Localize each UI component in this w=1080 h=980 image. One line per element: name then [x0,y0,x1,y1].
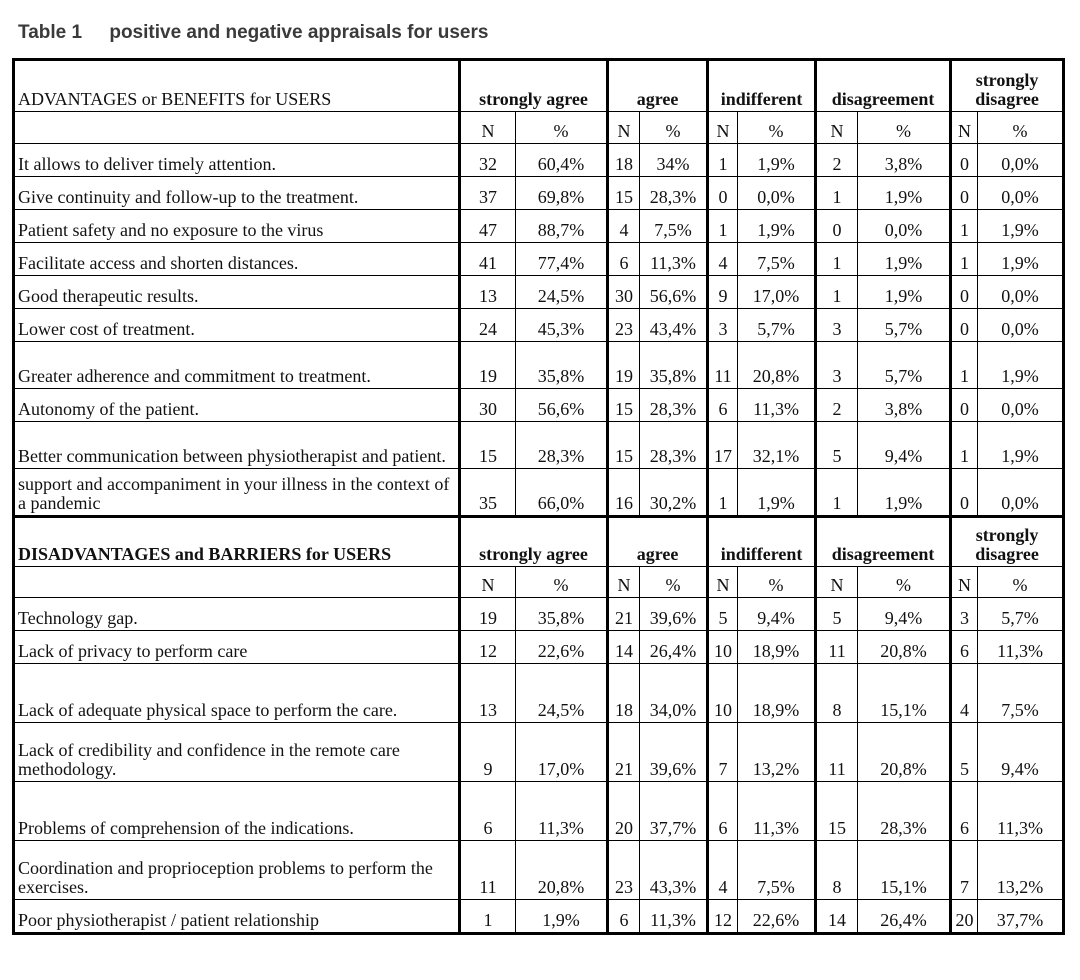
count-cell: 4 [608,210,640,243]
count-cell: 20 [608,782,640,841]
count-cell: 5 [708,598,738,631]
count-cell: 6 [608,900,640,934]
count-cell: 17 [708,422,738,469]
count-cell: 7 [951,841,978,900]
percent-cell: 39,6% [640,723,708,782]
percent-cell: 28,3% [640,422,708,469]
percent-cell: 34,0% [640,664,708,723]
count-cell: 7 [708,723,738,782]
row-label: Give continuity and follow-up to the treatment. [14,177,460,210]
table-row [14,469,1064,517]
percent-cell: 11,3% [978,631,1064,664]
percent-header: % [738,567,816,598]
count-cell: 6 [608,243,640,276]
row-label: Better communication between physiotherapist and patient. [14,422,460,469]
blank-cell [14,112,460,144]
percent-cell: 1,9% [978,210,1064,243]
table-row [14,210,1064,243]
percent-cell: 32,1% [738,422,816,469]
percent-cell: 56,6% [640,276,708,309]
count-cell: 3 [951,598,978,631]
percent-cell: 1,9% [978,422,1064,469]
percent-cell: 17,0% [738,276,816,309]
percent-cell: 88,7% [516,210,608,243]
count-cell: 13 [460,276,516,309]
percent-cell: 0,0% [978,469,1064,517]
percent-header: % [978,567,1064,598]
count-header: N [708,567,738,598]
percent-cell: 28,3% [516,422,608,469]
percent-cell: 9,4% [858,598,951,631]
percent-cell: 13,2% [978,841,1064,900]
table-row [14,177,1064,210]
percent-header: % [858,567,951,598]
row-label: Autonomy of the patient. [14,389,460,422]
column-group-header: agree [608,60,708,112]
count-cell: 1 [816,276,858,309]
count-cell: 19 [608,342,640,389]
percent-cell: 13,2% [738,723,816,782]
table-row [14,342,1064,389]
percent-cell: 20,8% [858,723,951,782]
count-cell: 18 [608,664,640,723]
count-cell: 0 [951,469,978,517]
row-label: It allows to deliver timely attention. [14,144,460,177]
percent-cell: 0,0% [978,389,1064,422]
percent-cell: 11,3% [640,900,708,934]
count-cell: 0 [951,276,978,309]
count-cell: 1 [708,210,738,243]
count-cell: 15 [608,177,640,210]
percent-header: % [516,567,608,598]
percent-cell: 0,0% [858,210,951,243]
count-cell: 1 [708,469,738,517]
blank-cell [14,567,460,598]
disadvantages-title: DISADVANTAGES and BARRIERS for USERS [14,517,460,567]
count-cell: 4 [708,243,738,276]
percent-cell: 9,4% [858,422,951,469]
count-cell: 1 [951,210,978,243]
row-label: Lack of privacy to perform care [14,631,460,664]
table-number: Table 1 [18,22,83,43]
column-group-header: strongly disagree [951,60,1064,112]
percent-cell: 7,5% [978,664,1064,723]
count-cell: 24 [460,309,516,342]
count-header: N [816,567,858,598]
percent-cell: 20,8% [516,841,608,900]
percent-cell: 5,7% [858,342,951,389]
count-cell: 0 [951,177,978,210]
count-cell: 1 [816,243,858,276]
percent-cell: 11,3% [738,389,816,422]
percent-header: % [640,112,708,144]
count-cell: 16 [608,469,640,517]
row-label: Coordination and proprioception problems to perform the exercises. [14,841,460,900]
table-title: positive and negative appraisals for users [109,22,489,43]
column-group-header: strongly agree [460,517,608,567]
count-cell: 10 [708,664,738,723]
count-cell: 15 [816,782,858,841]
percent-cell: 1,9% [858,243,951,276]
column-group-header: strongly agree [460,60,608,112]
table-body [14,60,1064,934]
percent-header: % [858,112,951,144]
percent-cell: 77,4% [516,243,608,276]
percent-cell: 9,4% [978,723,1064,782]
count-cell: 6 [708,389,738,422]
percent-cell: 11,3% [516,782,608,841]
count-cell: 19 [460,342,516,389]
count-cell: 5 [816,422,858,469]
count-cell: 23 [608,309,640,342]
count-cell: 13 [460,664,516,723]
percent-cell: 11,3% [738,782,816,841]
percent-cell: 69,8% [516,177,608,210]
row-label: Greater adherence and commitment to treatment. [14,342,460,389]
percent-cell: 66,0% [516,469,608,517]
count-cell: 6 [708,782,738,841]
percent-cell: 35,8% [516,342,608,389]
row-label: Lack of adequate physical space to perform the care. [14,664,460,723]
percent-cell: 15,1% [858,841,951,900]
percent-cell: 0,0% [978,309,1064,342]
percent-cell: 26,4% [640,631,708,664]
percent-cell: 3,8% [858,144,951,177]
count-cell: 20 [951,900,978,934]
count-cell: 3 [816,342,858,389]
table-row [14,900,1064,934]
percent-cell: 0,0% [738,177,816,210]
count-cell: 8 [816,841,858,900]
count-cell: 23 [608,841,640,900]
count-cell: 4 [708,841,738,900]
count-cell: 0 [951,309,978,342]
row-label: Technology gap. [14,598,460,631]
count-cell: 14 [608,631,640,664]
count-cell: 12 [708,900,738,934]
percent-cell: 5,7% [738,309,816,342]
count-cell: 47 [460,210,516,243]
table-row [14,309,1064,342]
table-row [14,723,1064,782]
percent-cell: 1,9% [516,900,608,934]
percent-cell: 3,8% [858,389,951,422]
count-cell: 6 [951,631,978,664]
row-label: Good therapeutic results. [14,276,460,309]
count-cell: 21 [608,598,640,631]
percent-cell: 11,3% [978,782,1064,841]
count-cell: 15 [608,422,640,469]
percent-cell: 60,4% [516,144,608,177]
table-row [14,144,1064,177]
count-cell: 8 [816,664,858,723]
disadvantages-subheader-row [14,567,1064,598]
count-header: N [951,567,978,598]
row-label: Lower cost of treatment. [14,309,460,342]
count-cell: 6 [951,782,978,841]
count-cell: 1 [460,900,516,934]
percent-cell: 15,1% [858,664,951,723]
percent-cell: 1,9% [978,243,1064,276]
count-cell: 9 [708,276,738,309]
count-header: N [460,112,516,144]
count-cell: 11 [816,723,858,782]
count-cell: 35 [460,469,516,517]
percent-header: % [978,112,1064,144]
count-cell: 32 [460,144,516,177]
count-cell: 19 [460,598,516,631]
count-cell: 5 [816,598,858,631]
count-cell: 1 [816,469,858,517]
percent-cell: 1,9% [858,276,951,309]
count-header: N [608,567,640,598]
table-caption [18,22,488,48]
percent-cell: 1,9% [858,469,951,517]
count-cell: 10 [708,631,738,664]
count-header: N [608,112,640,144]
percent-cell: 20,8% [738,342,816,389]
percent-cell: 45,3% [516,309,608,342]
percent-cell: 0,0% [978,177,1064,210]
count-cell: 0 [951,389,978,422]
percent-cell: 35,8% [640,342,708,389]
percent-header: % [640,567,708,598]
count-cell: 41 [460,243,516,276]
percent-cell: 18,9% [738,631,816,664]
percent-cell: 1,9% [738,469,816,517]
count-cell: 1 [951,422,978,469]
percent-cell: 5,7% [858,309,951,342]
column-group-header: indifferent [708,60,816,112]
percent-cell: 0,0% [978,144,1064,177]
count-cell: 14 [816,900,858,934]
count-cell: 37 [460,177,516,210]
percent-cell: 1,9% [738,144,816,177]
table-row [14,422,1064,469]
count-cell: 30 [608,276,640,309]
column-group-header: disagreement [816,60,951,112]
table-row [14,598,1064,631]
count-cell: 18 [608,144,640,177]
percent-cell: 22,6% [738,900,816,934]
percent-cell: 20,8% [858,631,951,664]
row-label: Facilitate access and shorten distances. [14,243,460,276]
disadvantages-header-row [14,517,1064,567]
count-cell: 2 [816,389,858,422]
percent-cell: 43,4% [640,309,708,342]
count-cell: 0 [708,177,738,210]
row-label: support and accompaniment in your illness in the context of a pandemic [14,469,460,517]
count-cell: 2 [816,144,858,177]
table-row [14,841,1064,900]
count-cell: 4 [951,664,978,723]
percent-cell: 7,5% [738,243,816,276]
percent-cell: 5,7% [978,598,1064,631]
count-cell: 1 [816,177,858,210]
percent-cell: 24,5% [516,664,608,723]
percent-cell: 34% [640,144,708,177]
percent-cell: 0,0% [978,276,1064,309]
percent-cell: 37,7% [978,900,1064,934]
percent-cell: 28,3% [640,177,708,210]
percent-cell: 1,9% [738,210,816,243]
percent-cell: 22,6% [516,631,608,664]
table-row [14,631,1064,664]
count-cell: 11 [460,841,516,900]
count-header: N [460,567,516,598]
count-cell: 0 [951,144,978,177]
row-label: Problems of comprehension of the indications. [14,782,460,841]
percent-cell: 18,9% [738,664,816,723]
row-label: Patient safety and no exposure to the virus [14,210,460,243]
count-cell: 21 [608,723,640,782]
row-label: Poor physiotherapist / patient relationship [14,900,460,934]
advantages-subheader-row [14,112,1064,144]
column-group-header: indifferent [708,517,816,567]
table-row [14,276,1064,309]
table-row [14,782,1064,841]
table-row [14,664,1064,723]
column-group-header: agree [608,517,708,567]
appraisals-table [12,58,1065,935]
count-header: N [951,112,978,144]
percent-cell: 24,5% [516,276,608,309]
row-label: Lack of credibility and confidence in the remote care methodology. [14,723,460,782]
count-header: N [816,112,858,144]
percent-cell: 7,5% [738,841,816,900]
column-group-header: strongly disagree [951,517,1064,567]
count-cell: 1 [951,243,978,276]
count-cell: 15 [460,422,516,469]
count-cell: 5 [951,723,978,782]
column-group-header: disagreement [816,517,951,567]
count-header: N [708,112,738,144]
percent-cell: 30,2% [640,469,708,517]
percent-header: % [516,112,608,144]
percent-cell: 28,3% [858,782,951,841]
percent-cell: 1,9% [978,342,1064,389]
count-cell: 3 [708,309,738,342]
count-cell: 11 [816,631,858,664]
count-cell: 1 [951,342,978,389]
advantages-title: ADVANTAGES or BENEFITS for USERS [14,60,460,112]
percent-cell: 9,4% [738,598,816,631]
percent-cell: 26,4% [858,900,951,934]
percent-header: % [738,112,816,144]
count-cell: 1 [708,144,738,177]
count-cell: 9 [460,723,516,782]
percent-cell: 43,3% [640,841,708,900]
percent-cell: 17,0% [516,723,608,782]
count-cell: 12 [460,631,516,664]
count-cell: 11 [708,342,738,389]
advantages-header-row [14,60,1064,112]
count-cell: 15 [608,389,640,422]
percent-cell: 56,6% [516,389,608,422]
count-cell: 30 [460,389,516,422]
percent-cell: 1,9% [858,177,951,210]
table-row [14,243,1064,276]
percent-cell: 37,7% [640,782,708,841]
percent-cell: 35,8% [516,598,608,631]
table-row [14,389,1064,422]
count-cell: 3 [816,309,858,342]
percent-cell: 7,5% [640,210,708,243]
count-cell: 6 [460,782,516,841]
percent-cell: 39,6% [640,598,708,631]
count-cell: 0 [816,210,858,243]
percent-cell: 28,3% [640,389,708,422]
percent-cell: 11,3% [640,243,708,276]
